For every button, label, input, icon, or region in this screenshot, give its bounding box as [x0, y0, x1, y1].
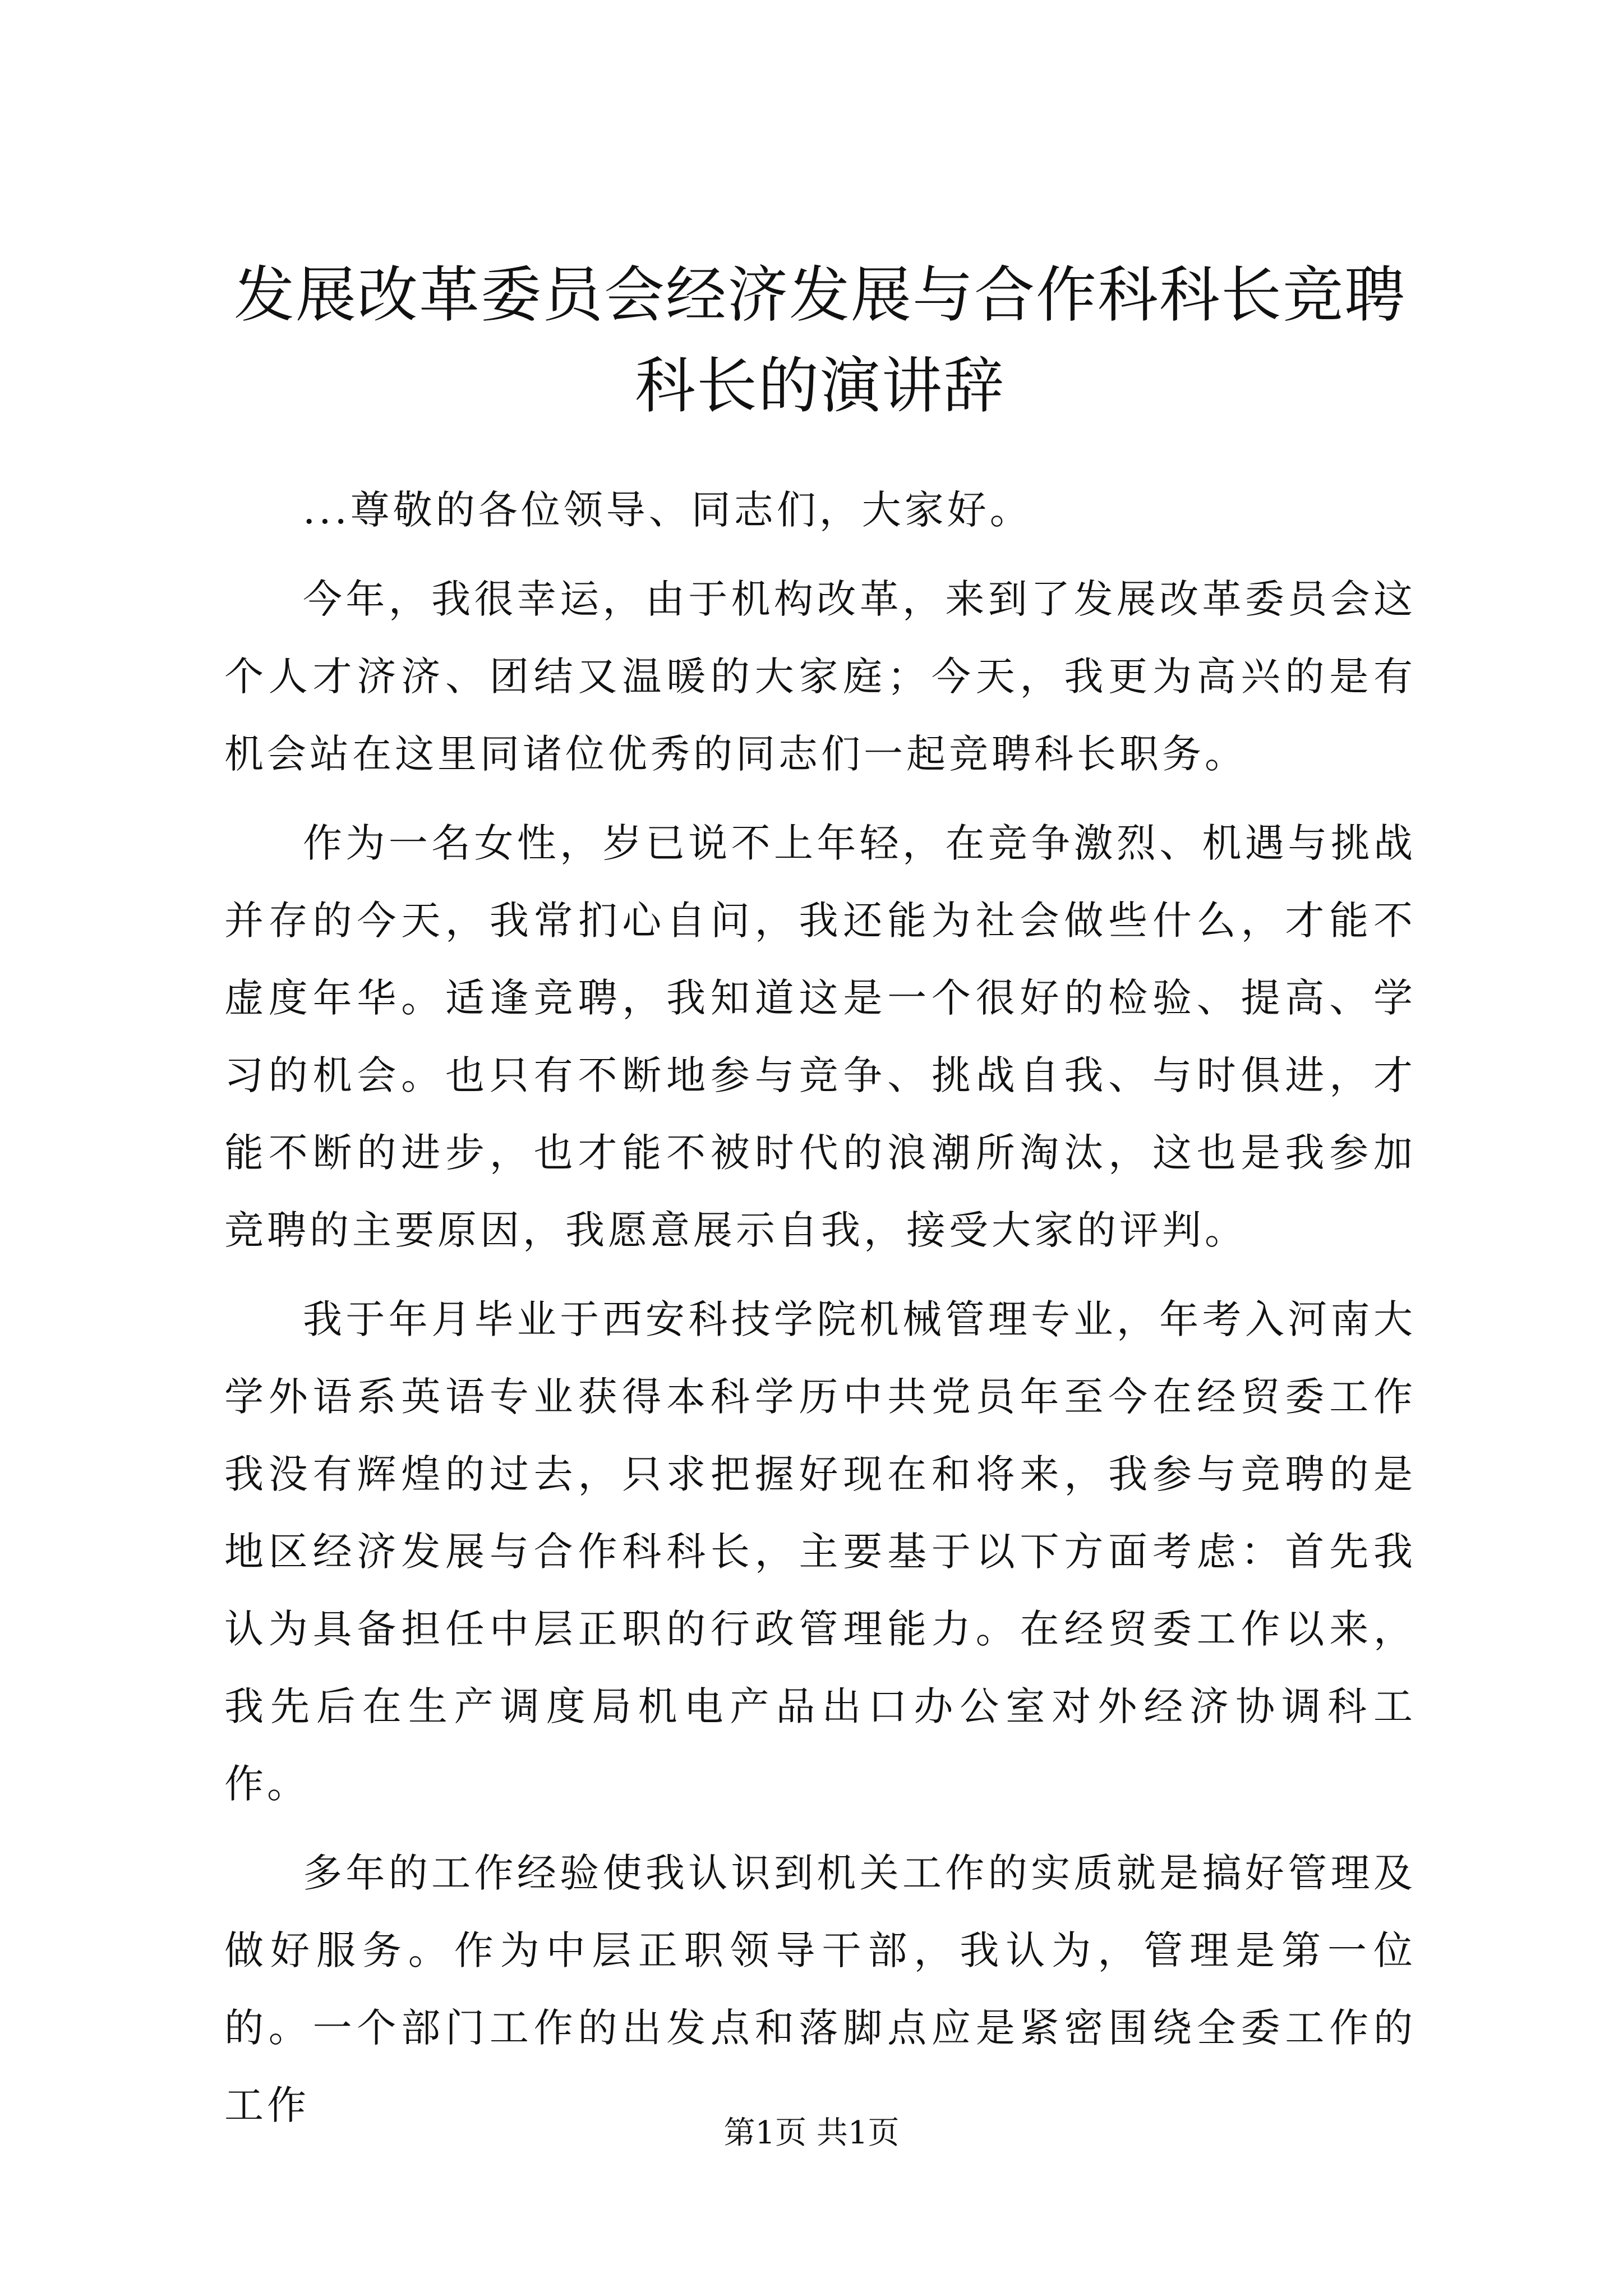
- document-body: [224, 471, 1416, 2156]
- page-footer: 第1页 共1页: [723, 2115, 900, 2151]
- paragraph-motivation: 作为一名女性，岁已说不上年轻，在竞争激烈、机遇与挑战并存的今天，我常扪心自问，我还能为社会做些什么，才能不虚度年华。适逢竞聘，我知道这是一个很好的检验、提高、学习的机会。也只有不断地参与竞争、挑战自我、与时俱进，才能不断的进步，也才能不被时代的浪潮所淘汰，这也是我参加竞聘的主要原因，我愿意展示自我，接受大家的评判。: [224, 820, 1416, 1253]
- paragraph-experience: 多年的工作经验使我认识到机关工作的实质就是搞好管理及做好服务。作为中层正职领导干部，我认为，管理是第一位的。一个部门工作的出发点和落脚点应是紧密围绕全委工作的工作: [224, 1850, 1416, 2128]
- paragraph-background: 我于年月毕业于西安科技学院机械管理专业，年考入河南大学外语系英语专业获得本科学历中共党员年至今在经贸委工作我没有辉煌的过去，只求把握好现在和将来，我参与竞聘的是地区经济发展与合作科科长，主要基于以下方面考虑：首先我认为具备担任中层正职的行政管理能力。在经贸委工作以来，我先后在生产调度局机电产品出口办公室对外经济协调科工作。: [224, 1296, 1416, 1807]
- paragraph-introduction: 今年，我很幸运，由于机构改革，来到了发展改革委员会这个人才济济、团结又温暖的大家庭；今天，我更为高兴的是有机会站在这里同诸位优秀的同志们一起竞聘科长职务。: [224, 576, 1416, 777]
- page-title: 发展改革委员会经济发展与合作科科长竞聘科长的演讲辞: [233, 260, 1406, 421]
- paragraph-greeting: ...尊敬的各位领导、同志们，大家好。: [303, 487, 1032, 533]
